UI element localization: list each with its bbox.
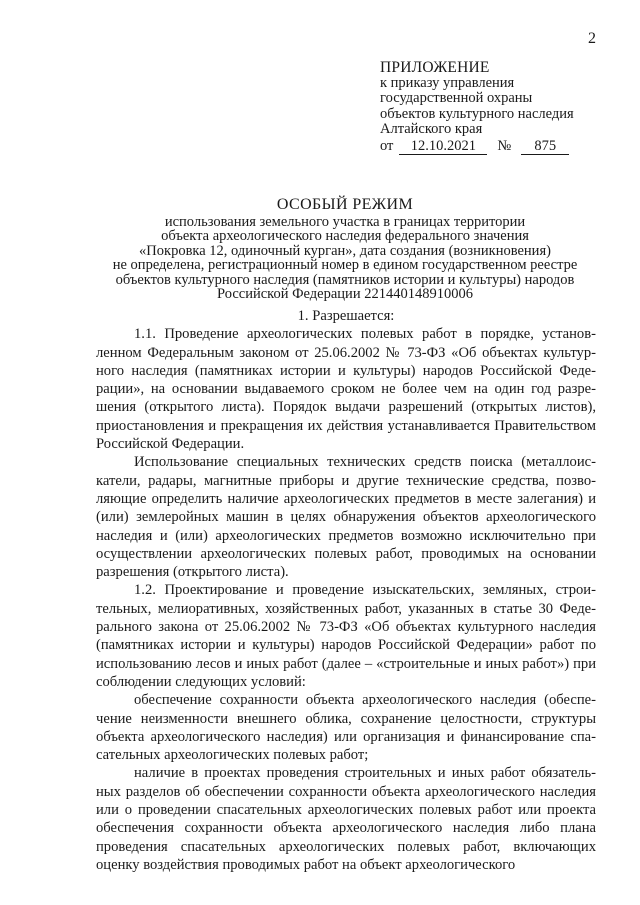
- heading-line: не определена, регистрационный номер в едином государственном реестре: [112, 257, 578, 273]
- heading-line: Российской Федерации 221440148910006: [217, 286, 473, 302]
- paragraph: 1.2. Проектирование и проведение изыскательских, земляных, строительных, мелиоративных, хозяйственных работ, указанных в статье 30 Федерального закона от 25.06.2002 № 73-ФЗ «Об объектах культурного наследия (памятниках истории и культуры) народов Российской Федерации» работ по использованию лесов и иных работ (далее – «строительные и иных работ») при соблюдении следующих условий:: [96, 582, 596, 690]
- appendix-date-line: [380, 139, 610, 155]
- document-title: ОСОБЫЙ РЕЖИМ: [276, 196, 414, 213]
- appendix-block: [380, 60, 610, 155]
- heading-line: объектов культурного наследия (памятников истории и культуры) народов: [115, 271, 575, 288]
- section-title: 1. Разрешается:: [297, 308, 395, 324]
- document-heading: [110, 198, 580, 302]
- number-sign: №: [497, 138, 512, 154]
- page-number: 2: [588, 30, 596, 47]
- document-body: [96, 307, 596, 874]
- appendix-title: ПРИЛОЖЕНИЕ: [380, 59, 490, 76]
- paragraph: Использование специальных технических средств поиска (металлоискатели, радары, магнитные приборы и другие технические средства, позволяющие определить наличие археологических предметов в месте залегания) и (или) землеройных машин в целях обнаружения объектов археологического наследия и (или) археологических предметов возможно исключительно при осуществлении археологических полевых работ, проводимых на основании разрешения (открытого листа).: [96, 454, 596, 581]
- paragraph: обеспечение сохранности объекта археологического наследия (обеспечение неизменности внешнего облика, сохранение целостности, структуры объекта археологического наследия) или организация и финансирование спасательных археологических полевых работ;: [96, 692, 596, 764]
- order-date: 12.10.2021: [399, 139, 487, 155]
- appendix-line: объектов культурного наследия: [380, 105, 574, 122]
- paragraph: 1.1. Проведение археологических полевых работ в порядке, установленном Федеральным законом от 25.06.2002 № 73-ФЗ «Об объектах культурного наследия (памятниках истории и культуры) народов Российской Федерации», на основании выдаваемого сроком не более чем на один год разрешения (открытого листа). Порядок выдачи разрешений (открытых листов), приостановления и прекращения их действия устанавливается Правительством Российской Федерации.: [96, 326, 596, 453]
- appendix-line: Алтайского края: [380, 121, 483, 137]
- appendix-line: к приказу управления: [380, 74, 515, 91]
- date-prefix: от: [380, 138, 394, 154]
- heading-line: «Покровка 12, одиночный курган», дата создания (возникновения): [139, 242, 551, 259]
- appendix-line: государственной охраны: [380, 90, 533, 106]
- paragraph: наличие в проектах проведения строительных и иных работ обязательных разделов об обеспечении сохранности объекта археологического наследия или о проведении спасательных археологических полевых работ или проекта обеспечения сохранности объекта археологического наследия либо плана проведения спасательных археологических полевых работ, включающих оценку воздействия проводимых работ на объект археологического: [96, 765, 596, 873]
- heading-line: использования земельного участка в границах территории: [164, 213, 526, 230]
- order-number: 875: [521, 139, 569, 155]
- heading-line: объекта археологического наследия федерального значения: [161, 228, 529, 244]
